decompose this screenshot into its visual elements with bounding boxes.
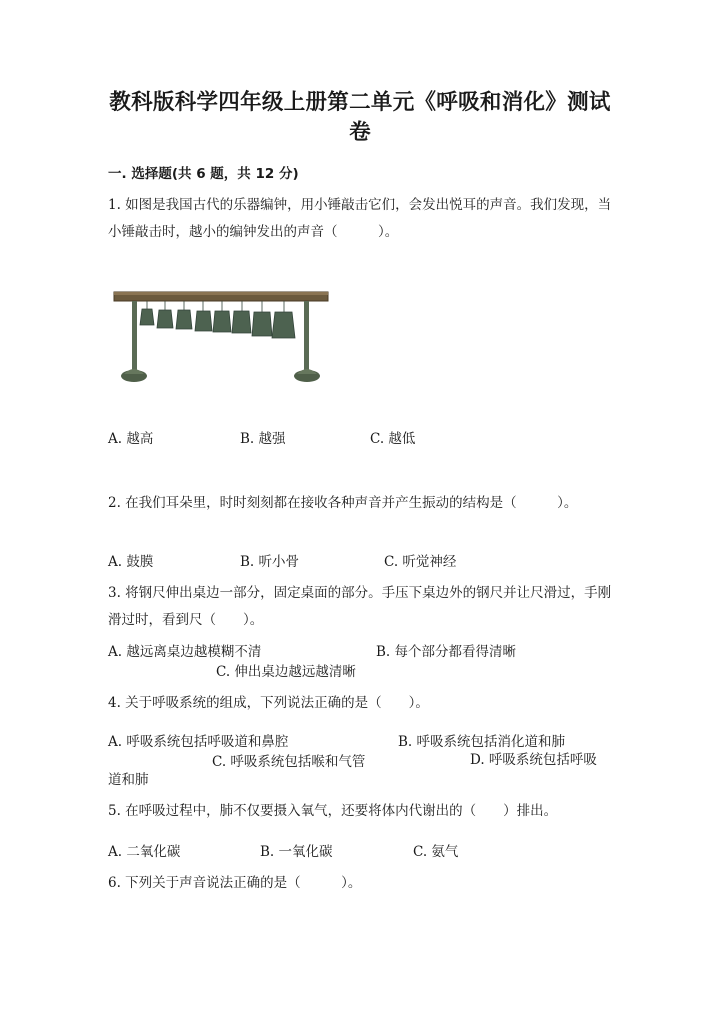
option-4a[interactable]: A. 呼吸系统包括呼吸道和鼻腔 bbox=[108, 734, 289, 750]
question-2-stem: 2. 在我们耳朵里，时时刻刻都在接收各种声音并产生振动的结构是（ ）。 bbox=[108, 495, 578, 511]
question-4-stem: 4. 关于呼吸系统的组成，下列说法正确的是（ ）。 bbox=[108, 695, 429, 711]
question-3-stem: 3. 将钢尺伸出桌边一部分，固定桌面的部分。手压下桌边外的钢尺并让尺滑过，手刚滑过时，看到尺（ ）。 bbox=[108, 585, 612, 628]
option-3b[interactable]: B. 每个部分都看得清晰 bbox=[376, 644, 517, 660]
page-title: 教科版科学四年级上册第二单元《呼吸和消化》测试卷 bbox=[109, 90, 611, 145]
bianzhong-bells-image bbox=[112, 282, 334, 390]
option-5b[interactable]: B. 一氧化碳 bbox=[260, 844, 333, 860]
option-1a[interactable]: A. 越高 bbox=[108, 431, 154, 447]
option-5c[interactable]: C. 氨气 bbox=[413, 844, 459, 860]
question-1-stem: 1. 如图是我国古代的乐器编钟，用小锤敲击它们，会发出悦耳的声音。我们发现，当小锤敲击时，越小的编钟发出的声音（ ）。 bbox=[108, 197, 612, 240]
option-5a[interactable]: A. 二氧化碳 bbox=[108, 844, 181, 860]
option-4d[interactable]: D. 呼吸系统包括呼吸道和肺 bbox=[108, 752, 597, 788]
option-3a[interactable]: A. 越远离桌边越模糊不清 bbox=[108, 644, 262, 660]
option-2b[interactable]: B. 听小骨 bbox=[240, 554, 300, 570]
option-2a[interactable]: A. 鼓膜 bbox=[108, 554, 154, 570]
option-3c[interactable]: C. 伸出桌边越远越清晰 bbox=[216, 664, 356, 680]
section-heading: 一. 选择题(共 6 题，共 12 分) bbox=[108, 166, 299, 182]
option-4b[interactable]: B. 呼吸系统包括消化道和肺 bbox=[398, 734, 566, 750]
question-5-stem: 5. 在呼吸过程中，肺不仅要摄入氧气，还要将体内代谢出的（ ）排出。 bbox=[108, 803, 558, 819]
option-1b[interactable]: B. 越强 bbox=[240, 431, 286, 447]
question-6-stem: 6. 下列关于声音说法正确的是（ ）。 bbox=[108, 875, 362, 891]
option-4c[interactable]: C. 呼吸系统包括喉和气管 bbox=[212, 754, 366, 770]
option-1c[interactable]: C. 越低 bbox=[370, 431, 416, 447]
option-2c[interactable]: C. 听觉神经 bbox=[384, 554, 457, 570]
